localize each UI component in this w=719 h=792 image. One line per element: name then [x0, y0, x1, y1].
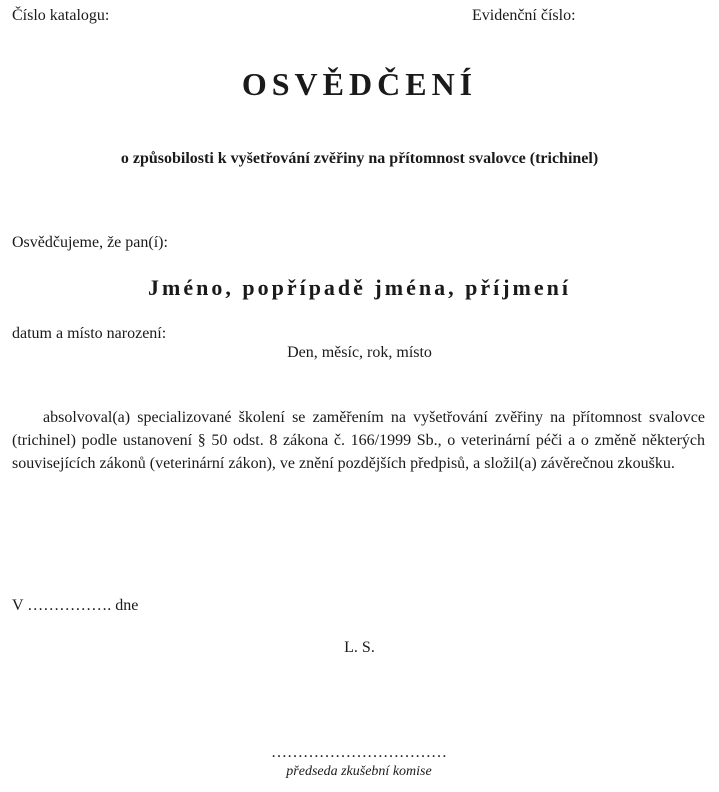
seal-mark: L. S. — [344, 639, 375, 656]
place-date-line: V ……………. dne — [12, 597, 139, 614]
birth-date-place-label: datum a místo narození: — [12, 325, 167, 342]
signature-caption: předseda zkušební komise — [286, 764, 432, 779]
certify-text: Osvědčujeme, že pan(í): — [12, 234, 168, 251]
evidence-number-label: Evidenční číslo: — [472, 7, 576, 24]
holder-name-placeholder: Jméno, popřípadě jména, příjmení — [148, 275, 571, 300]
signature-line: …………………………… — [271, 744, 447, 761]
document-title: OSVĚDČENÍ — [241, 66, 478, 102]
catalog-number-label: Číslo katalogu: — [12, 7, 110, 24]
certificate-body-paragraph: absolvoval(a) specializované školení se zaměřením na vyšetřování zvěřiny na přítomnost svalovce (trichinel) podle ustanovení § 50 odst. 8 zákona č. 166/1999 Sb., o veterinární péči a o změně některých souvisejících zákonů (veterinární zákon), ve znění pozdějších předpisů, a složil(a) závěrečnou zkoušku. — [12, 409, 705, 472]
document-subtitle: o způsobilosti k vyšetřování zvěřiny na přítomnost svalovce (trichinel) — [120, 150, 599, 167]
birth-date-place-placeholder: Den, měsíc, rok, místo — [287, 344, 432, 361]
